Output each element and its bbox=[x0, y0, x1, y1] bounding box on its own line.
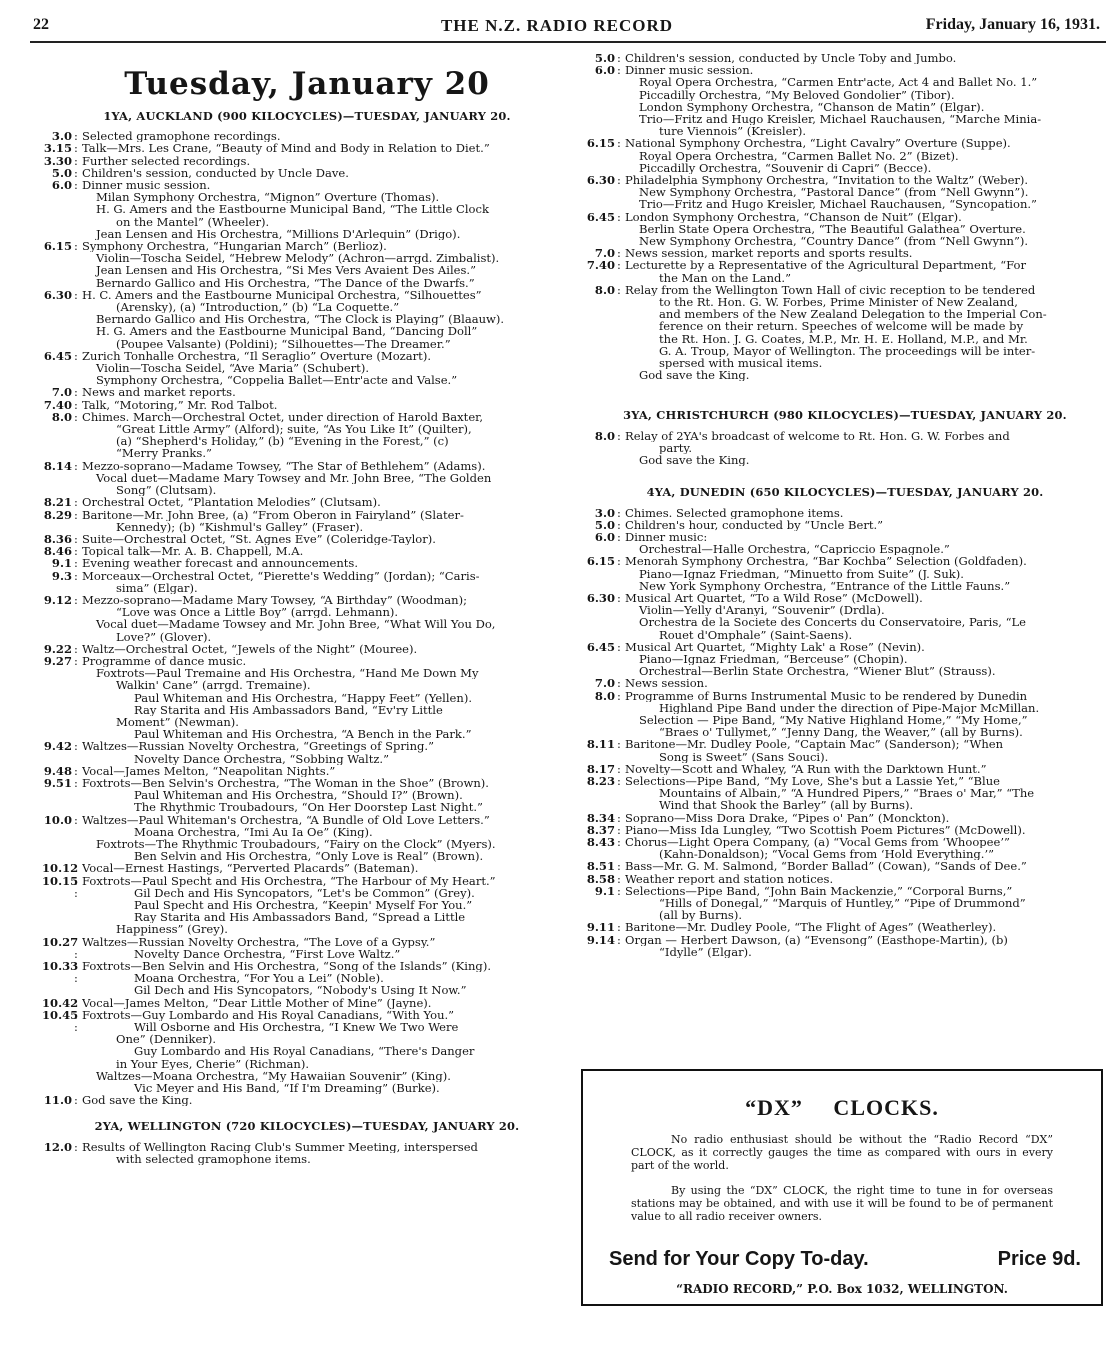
right-column bbox=[585, 52, 1105, 958]
header-rule bbox=[30, 41, 1106, 43]
programme-time: 9.27 : bbox=[42, 655, 72, 667]
programme-line: “Braes o' Tullymet,” “Jenny Dang, the Weaver,” (all by Burns). bbox=[659, 726, 1023, 739]
programme-line: Piano—Miss Ida Lungley, “Two Scottish Poem Pictures” (McDowell). bbox=[625, 823, 1026, 836]
programme-line: (a) “Shepherd's Holiday,” (b) “Evening in the Forest,” (c) bbox=[116, 435, 449, 448]
programme-entry bbox=[42, 997, 572, 1009]
programme-line: Selected gramophone recordings. bbox=[82, 130, 281, 143]
programme-entry bbox=[42, 240, 572, 289]
page-number: 22 bbox=[33, 16, 49, 33]
programme-entry bbox=[42, 960, 572, 997]
programme-entry bbox=[585, 284, 1105, 382]
programme-entry bbox=[585, 738, 1105, 762]
page-header bbox=[0, 0, 1114, 46]
programme-line: the Rt. Hon. J. G. Coates, M.P., Mr. H. E. Holland, M.P., and Mr. bbox=[659, 332, 1028, 345]
programme-entry bbox=[585, 519, 1105, 531]
ad-call-to-action bbox=[609, 1248, 1081, 1271]
programme-line: The Rhythmic Troubadours, “On Her Doorstep Last Night.” bbox=[134, 801, 483, 814]
programme-time: 6.0 : bbox=[585, 531, 615, 543]
programme-line: H. C. Amers and the Eastbourne Municipal Orchestra, “Silhouettes” bbox=[82, 288, 482, 302]
programme-time: 6.45 : bbox=[585, 641, 615, 653]
programme-entry bbox=[42, 496, 572, 508]
programme-entry bbox=[585, 812, 1105, 824]
programme-line: One” (Denniker). bbox=[116, 1033, 216, 1046]
programme-line: Philadelphia Symphony Orchestra, “Invitation to the Waltz” (Weber). bbox=[625, 174, 1029, 187]
programme-line: Dinner music session. bbox=[82, 179, 211, 192]
programme-line: London Symphony Orchestra, “Chanson de Nuit” (Elgar). bbox=[625, 210, 962, 223]
programme-time: 6.15 : bbox=[585, 555, 615, 567]
programme-line: Royal Opera Orchestra, “Carmen Entr'acte, Act 4 and Ballet No. 1.” bbox=[639, 76, 1038, 89]
programme-time: 3.30 : bbox=[42, 155, 72, 167]
programme-time: 9.11 : bbox=[585, 921, 615, 933]
programme-line: God save the King. bbox=[639, 369, 750, 382]
programme-line: Orchestra de la Societe des Concerts du Conservatoire, Paris, “Le bbox=[639, 616, 1027, 629]
programme-line: Further selected recordings. bbox=[82, 154, 251, 167]
programme-line: Vocal—James Melton, “Neapolitan Nights.” bbox=[82, 764, 336, 777]
programme-line: “Idylle” (Elgar). bbox=[659, 945, 752, 959]
programme-line: News and market reports. bbox=[82, 386, 236, 399]
programme-entry bbox=[42, 460, 572, 497]
programme-line: Ray Starita and His Ambassadors Band, “Ev'ry Little bbox=[134, 703, 443, 716]
programme-line: Vic Meyer and His Band, “If I'm Dreaming” (Burke). bbox=[134, 1082, 440, 1095]
ad-paragraph-1: No radio enthusiast should be without the “Radio Record “DX” CLOCK, as it correctly gauges the time as compared with ours in every part of the world. bbox=[631, 1133, 1053, 1172]
programme-line: Waltzes—Russian Novelty Orchestra, “The Love of a Gypsy.” bbox=[82, 935, 436, 948]
programme-time: 9.22 : bbox=[42, 643, 72, 655]
programme-entry bbox=[42, 399, 572, 411]
programme-line: Mezzo-soprano—Madame Mary Towsey, “A Birthday” (Woodman); bbox=[82, 593, 467, 607]
programme-entry bbox=[42, 655, 572, 740]
programme-line: Gil Dech and His Syncopators, “Nobody's Using It Now.” bbox=[134, 984, 467, 997]
programme-line: Love?” (Glover). bbox=[116, 630, 212, 643]
programme-line: Happiness” (Grey). bbox=[116, 923, 228, 936]
programme-line: Paul Whiteman and His Orchestra, “Should I?” (Brown). bbox=[134, 789, 463, 802]
programme-line: Musical Art Quartet, “To a Wild Rose” (McDowell). bbox=[625, 591, 923, 605]
programme-line: Violin—Toscha Seidel, “Ave Maria” (Schubert). bbox=[96, 362, 369, 375]
programme-line: Novelty Dance Orchestra, “First Love Waltz.” bbox=[134, 947, 401, 961]
programme-line: Evening weather forecast and announcements. bbox=[82, 557, 359, 570]
programme-entry bbox=[42, 130, 572, 142]
programme-line: in Your Eyes, Cherie” (Richman). bbox=[116, 1057, 310, 1070]
programme-line: Vocal duet—Madame Towsey and Mr. John Bree, “What Will You Do, bbox=[96, 618, 496, 631]
programme-time: 6.0 : bbox=[42, 179, 72, 191]
programme-entry bbox=[42, 814, 572, 863]
programme-line: Foxtrots—The Rhythmic Troubadours, “Fairy on the Clock” (Myers). bbox=[96, 837, 496, 851]
programme-line: Programme of Burns Instrumental Music to be rendered by Dunedin bbox=[625, 689, 1028, 702]
programme-time: 8.0 : bbox=[585, 430, 615, 442]
programme-entry bbox=[585, 836, 1105, 860]
programme-line: sima” (Elgar). bbox=[116, 581, 198, 594]
programme-line: Guy Lombardo and His Royal Canadians, “There's Danger bbox=[134, 1045, 475, 1058]
programme-line: Vocal—James Melton, “Dear Little Mother of Mine” (Jayne). bbox=[82, 996, 432, 1009]
programme-time: 8.23 : bbox=[585, 775, 615, 787]
programme-entry bbox=[585, 873, 1105, 885]
programme-entry bbox=[42, 155, 572, 167]
programme-line: Baritone—Mr. Dudley Poole, “The Flight of Ages” (Weatherley). bbox=[625, 921, 997, 934]
programme-entry bbox=[585, 259, 1105, 283]
programme-line: Vocal—Ernest Hastings, “Perverted Placards” (Bateman). bbox=[82, 862, 419, 875]
programme-entry bbox=[585, 860, 1105, 872]
programme-line: Weather report and station notices. bbox=[625, 872, 834, 885]
programme-line: God save the King. bbox=[82, 1094, 193, 1107]
programme-list-2ya-part2 bbox=[585, 52, 1105, 381]
programme-line: (all by Burns). bbox=[659, 909, 743, 922]
programme-entry bbox=[42, 1141, 572, 1165]
programme-time: 6.0 : bbox=[585, 64, 615, 76]
programme-time: 3.15 : bbox=[42, 142, 72, 154]
programme-line: Symphony Orchestra, “Hungarian March” (Berlioz). bbox=[82, 240, 387, 253]
programme-entry bbox=[42, 509, 572, 533]
page-title: Tuesday, January 20 bbox=[124, 66, 490, 102]
programme-line: Royal Opera Orchestra, “Carmen Ballet No. 2” (Bizet). bbox=[639, 149, 959, 162]
programme-entry bbox=[585, 52, 1105, 64]
programme-line: Violin—Yelly d'Aranyi, “Souvenir” (Drdla). bbox=[639, 604, 885, 617]
programme-line: Orchestral—Halle Orchestra, “Capriccio Espagnole.” bbox=[639, 543, 950, 556]
programme-line: “Merry Pranks.” bbox=[116, 447, 212, 460]
programme-line: spersed with musical items. bbox=[659, 357, 823, 370]
programme-time: 6.30 : bbox=[42, 289, 72, 301]
programme-line: Baritone—Mr. Dudley Poole, “Captain Mac” (Sanderson); “When bbox=[625, 738, 1004, 751]
programme-line: Foxtrots—Guy Lombardo and His Royal Canadians, “With You.” bbox=[82, 1008, 455, 1022]
programme-line: Lecturette by a Representative of the Agricultural Department, “For bbox=[625, 259, 1027, 272]
programme-entry bbox=[585, 592, 1105, 641]
programme-line: party. bbox=[659, 441, 693, 455]
programme-line: Children's session, conducted by Uncle Toby and Jumbo. bbox=[625, 52, 957, 65]
programme-line: Talk—Mrs. Les Crane, “Beauty of Mind and Body in Relation to Diet.” bbox=[82, 142, 490, 155]
programme-line: Piano—Ignaz Friedman, “Berceuse” (Chopin). bbox=[639, 652, 908, 666]
programme-time: 10.15 : bbox=[42, 875, 72, 887]
programme-line: Foxtrots—Paul Specht and His Orchestra, “The Harbour of My Heart.” bbox=[82, 874, 496, 887]
programme-line: Kennedy); (b) “Kishmul's Galley” (Fraser). bbox=[116, 520, 364, 533]
programme-line: Paul Whiteman and His Orchestra, “A Bench in the Park.” bbox=[134, 728, 472, 741]
programme-entry bbox=[585, 824, 1105, 836]
programme-list-4ya bbox=[585, 507, 1105, 959]
programme-time: 9.14 : bbox=[585, 934, 615, 946]
programme-time: 8.17 : bbox=[585, 763, 615, 775]
programme-entry bbox=[42, 594, 572, 643]
programme-line: New York Symphony Orchestra, “Entrance of the Little Fauns.” bbox=[639, 579, 1011, 592]
programme-time: 8.58 : bbox=[585, 873, 615, 885]
section-heading-2ya: 2YA, WELLINGTON (720 KILOCYCLES)—TUESDAY, JANUARY 20. bbox=[94, 1119, 520, 1134]
programme-line: Morceaux—Orchestral Octet, “Pierette's Wedding” (Jordan); “Caris- bbox=[82, 569, 480, 582]
programme-entry bbox=[42, 545, 572, 557]
programme-entry bbox=[42, 350, 572, 387]
programme-entry bbox=[585, 641, 1105, 678]
programme-entry bbox=[42, 386, 572, 398]
programme-line: Gil Dech and His Syncopators, “Let's be Common” (Grey). bbox=[134, 886, 475, 899]
programme-time: 9.51 : bbox=[42, 777, 72, 789]
programme-entry bbox=[585, 763, 1105, 775]
programme-line: Chimes. Selected gramophone items. bbox=[625, 506, 844, 519]
programme-line: Moana Orchestra, “For You a Lei” (Noble). bbox=[134, 972, 384, 985]
programme-time: 8.0 : bbox=[585, 284, 615, 296]
programme-line: Foxtrots—Ben Selvin and His Orchestra, “Song of the Islands” (King). bbox=[82, 960, 491, 973]
programme-time: 10.12 : bbox=[42, 862, 72, 874]
programme-line: Orchestral—Berlin State Orchestra, “Wiener Blut” (Strauss). bbox=[639, 665, 996, 678]
programme-line: Wind that Shook the Barley” (all by Burns). bbox=[659, 799, 914, 812]
programme-entry bbox=[42, 936, 572, 960]
programme-line: Children's session, conducted by Uncle Dave. bbox=[82, 166, 349, 180]
programme-line: Orchestral Octet, “Plantation Melodies” (Clutsam). bbox=[82, 496, 381, 509]
programme-list-3ya bbox=[585, 430, 1105, 467]
programme-line: Song” (Clutsam). bbox=[116, 484, 217, 497]
section-heading-1ya: 1YA, AUCKLAND (900 KILOCYCLES)—TUESDAY, JANUARY 20. bbox=[103, 109, 511, 123]
programme-entry bbox=[42, 1094, 572, 1106]
programme-line: Moana Orchestra, “Imi Au Ia Oe” (King). bbox=[134, 825, 373, 838]
programme-entry bbox=[42, 1009, 572, 1094]
programme-line: Results of Wellington Racing Club's Summer Meeting, interspersed bbox=[82, 1140, 478, 1153]
programme-list-2ya-part1 bbox=[42, 1141, 572, 1165]
programme-entry bbox=[585, 64, 1105, 137]
programme-entry bbox=[585, 934, 1105, 958]
programme-entry bbox=[585, 247, 1105, 259]
programme-time: 7.40 : bbox=[585, 259, 615, 271]
programme-line: Piccadilly Orchestra, “My Beloved Gondolier” (Tibor). bbox=[639, 88, 955, 101]
programme-line: News session, market reports and sports results. bbox=[625, 247, 913, 260]
programme-line: Relay of 2YA's broadcast of welcome to Rt. Hon. G. W. Forbes and bbox=[625, 429, 1010, 442]
programme-line: Chorus—Light Opera Company, (a) “Vocal Gems from ‘Whoopee’” bbox=[625, 835, 1010, 849]
programme-line: ture Viennois” (Kreisler). bbox=[659, 125, 807, 138]
publication-title: THE N.Z. RADIO RECORD bbox=[440, 16, 674, 35]
programme-entry bbox=[42, 167, 572, 179]
programme-line: Soprano—Miss Dora Drake, “Pipes o' Pan” (Monckton). bbox=[625, 811, 950, 824]
programme-entry bbox=[585, 430, 1105, 467]
programme-time: 8.36 : bbox=[42, 533, 72, 545]
programme-line: Organ — Herbert Dawson, (a) “Evensong” (Easthope-Martin), (b) bbox=[625, 933, 1008, 946]
programme-entry bbox=[42, 142, 572, 154]
left-column bbox=[42, 48, 572, 1165]
programme-line: Musical Art Quartet, “Mighty Lak' a Rose” (Nevin). bbox=[625, 640, 925, 653]
programme-line: on the Mantel” (Wheeler). bbox=[116, 215, 270, 228]
programme-entry bbox=[585, 507, 1105, 519]
programme-line: Ray Starita and His Ambassadors Band, “Spread a Little bbox=[134, 911, 466, 924]
programme-line: Trio—Fritz and Hugo Kreisler, Michael Rauchausen, “Marche Minia- bbox=[639, 113, 1042, 126]
programme-line: Highland Pipe Band under the direction of Pipe-Major McMillan. bbox=[659, 701, 1040, 714]
programme-entry bbox=[42, 875, 572, 936]
programme-time: 8.21 : bbox=[42, 496, 72, 508]
programme-line: Bernardo Gallico and His Orchestra, “The Dance of the Dwarfs.” bbox=[96, 276, 475, 289]
section-heading-3ya: 3YA, CHRISTCHURCH (980 KILOCYCLES)—TUESDAY, JANUARY 20. bbox=[623, 408, 1067, 423]
programme-line: and members of the New Zealand Delegation to the Imperial Con- bbox=[659, 308, 1047, 321]
programme-time: 6.30 : bbox=[585, 592, 615, 604]
programme-time: 10.42 : bbox=[42, 997, 72, 1009]
programme-time: 9.1 : bbox=[42, 557, 72, 569]
programme-line: “Love was Once a Little Boy” (arrgd. Lehmann). bbox=[116, 606, 399, 619]
programme-line: Bernardo Gallico and His Orchestra, “The Clock is Playing” (Blaauw). bbox=[96, 313, 505, 326]
programme-time: 6.30 : bbox=[585, 174, 615, 186]
programme-time: 6.15 : bbox=[585, 137, 615, 149]
programme-entry bbox=[585, 921, 1105, 933]
programme-line: National Symphony Orchestra, “Light Cavalry” Overture (Suppe). bbox=[625, 137, 1011, 150]
programme-line: Song is Sweet” (Sans Souci). bbox=[659, 750, 829, 763]
programme-line: Mountains of Albain,” “A Hundred Pipers,” “Braes o' Mar,” “The bbox=[659, 787, 1035, 800]
programme-entry bbox=[42, 765, 572, 777]
programme-line: Violin—Toscha Seidel, “Hebrew Melody” (Achron—arrgd. Zimbalist). bbox=[96, 252, 500, 265]
ad-price: Price 9d. bbox=[997, 1248, 1081, 1270]
programme-line: Waltzes—Russian Novelty Orchestra, “Greetings of Spring.” bbox=[82, 740, 434, 753]
programme-line: Talk, “Motoring,” Mr. Rod Talbot. bbox=[82, 398, 278, 411]
programme-line: Selections—Pipe Band, “My Love, She's but a Lassie Yet,” “Blue bbox=[625, 774, 1000, 788]
programme-time: 5.0 : bbox=[585, 52, 615, 64]
programme-list-1ya bbox=[42, 130, 572, 1106]
programme-line: New Symphony Orchestra, “Country Dance” (from “Nell Gwynn”). bbox=[639, 235, 1029, 248]
programme-time: 10.33 : bbox=[42, 960, 72, 972]
programme-entry bbox=[585, 885, 1105, 922]
programme-time: 10.27 : bbox=[42, 936, 72, 948]
programme-entry bbox=[585, 174, 1105, 211]
programme-line: (Arensky), (a) “Introduction,” (b) “La Coquette.” bbox=[116, 301, 400, 314]
programme-entry bbox=[585, 531, 1105, 555]
programme-line: Rouet d'Omphale” (Saint-Saens). bbox=[659, 628, 853, 641]
programme-line: Dinner music: bbox=[625, 530, 708, 544]
programme-line: Berlin State Opera Orchestra, “The Beautiful Galathea” Overture. bbox=[639, 222, 1026, 236]
programme-time: 6.45 : bbox=[42, 350, 72, 362]
programme-line: Jean Lensen and His Orchestra, “Si Mes Vers Avaient Des Ailes.” bbox=[96, 264, 476, 277]
programme-line: Paul Specht and His Orchestra, “Keepin' Myself For You.” bbox=[134, 899, 473, 912]
programme-entry bbox=[585, 555, 1105, 592]
programme-line: Children's hour, conducted by “Uncle Bert.” bbox=[625, 518, 884, 531]
ad-send-text: Send for Your Copy To-day. bbox=[609, 1248, 869, 1270]
programme-line: Milan Symphony Orchestra, “Mignon” Overture (Thomas). bbox=[96, 191, 440, 204]
programme-time: 8.11 : bbox=[585, 738, 615, 750]
programme-line: Trio—Fritz and Hugo Kreisler, Michael Rauchausen, “Syncopation.” bbox=[639, 198, 1037, 211]
programme-time: 5.0 : bbox=[585, 519, 615, 531]
ad-paragraph-2: By using the “DX” CLOCK, the right time to tune in for overseas stations may be obtained, and with use it will be found to be of permanent value to all radio receiver owners. bbox=[631, 1184, 1053, 1223]
programme-line: the Man on the Land.” bbox=[659, 271, 791, 284]
programme-time: 8.34 : bbox=[585, 812, 615, 824]
programme-line: God save the King. bbox=[639, 454, 750, 467]
programme-line: Will Osborne and His Orchestra, “I Knew We Two Were bbox=[134, 1021, 459, 1034]
programme-entry bbox=[585, 677, 1105, 689]
programme-line: Symphony Orchestra, “Coppelia Ballet—Entr'acte and Valse.” bbox=[96, 374, 458, 387]
programme-time: 7.40 : bbox=[42, 399, 72, 411]
programme-line: Jean Lensen and His Orchestra, “Millions D'Arlequin” (Drigo). bbox=[96, 227, 461, 241]
programme-line: New Symphony Orchestra, “Pastoral Dance” (from “Nell Gwynn”). bbox=[639, 186, 1029, 199]
programme-line: Walkin' Cane” (arrgd. Tremaine). bbox=[116, 679, 311, 692]
programme-time: 10.0 : bbox=[42, 814, 72, 826]
programme-time: 8.0 : bbox=[585, 690, 615, 702]
programme-line: Mezzo-soprano—Madame Towsey, “The Star of Bethlehem” (Adams). bbox=[82, 459, 486, 472]
programme-line: Piano—Ignaz Friedman, “Minuetto from Suite” (J. Suk). bbox=[639, 567, 964, 580]
programme-entry bbox=[42, 740, 572, 764]
programme-line: Vocal duet—Madame Mary Towsey and Mr. John Bree, “The Golden bbox=[96, 471, 492, 485]
programme-line: Bass—Mr. G. M. Salmond, “Border Ballad” (Cowan), “Sands of Dee.” bbox=[625, 860, 1027, 873]
programme-line: Dinner music session. bbox=[625, 64, 754, 77]
programme-time: 9.12 : bbox=[42, 594, 72, 606]
programme-time: 10.45 : bbox=[42, 1009, 72, 1021]
programme-time: 12.0 : bbox=[42, 1141, 72, 1153]
programme-time: 9.48 : bbox=[42, 765, 72, 777]
ad-address: “RADIO RECORD,” P.O. Box 1032, WELLINGTON. bbox=[676, 1282, 1008, 1296]
programme-line: H. G. Amers and the Eastbourne Municipal Band, “Dancing Doll” bbox=[96, 325, 478, 338]
programme-line: Waltzes—Paul Whiteman's Orchestra, “A Bundle of Old Love Letters.” bbox=[82, 813, 490, 826]
programme-line: Selections—Pipe Band, “John Bain Mackenzie,” “Corporal Burns,” bbox=[625, 884, 1013, 897]
programme-line: Paul Whiteman and His Orchestra, “Happy Feet” (Yellen). bbox=[134, 691, 473, 704]
programme-line: Selection — Pipe Band, “My Native Highland Home,” “My Home,” bbox=[639, 713, 1028, 727]
issue-date: Friday, January 16, 1931. bbox=[925, 16, 1100, 33]
programme-entry bbox=[42, 289, 572, 350]
programme-time: 3.0 : bbox=[585, 507, 615, 519]
programme-line: H. G. Amers and the Eastbourne Municipal Band, “The Little Clock bbox=[96, 203, 489, 216]
dx-clocks-advertisement bbox=[581, 1069, 1103, 1306]
programme-time: 8.14 : bbox=[42, 460, 72, 472]
programme-time: 7.0 : bbox=[585, 247, 615, 259]
programme-time: 9.1 : bbox=[585, 885, 615, 897]
programme-line: Piccadilly Orchestra, “Souvenir di Capri” (Becce). bbox=[639, 161, 932, 175]
programme-time: 6.45 : bbox=[585, 211, 615, 223]
programme-time: 3.0 : bbox=[42, 130, 72, 142]
programme-line: Baritone—Mr. John Bree, (a) “From Oberon in Fairyland” (Slater- bbox=[82, 508, 464, 521]
programme-line: Waltzes—Moana Orchestra, “My Hawaiian Souvenir” (King). bbox=[96, 1069, 451, 1083]
programme-entry bbox=[42, 533, 572, 545]
ad-title: “DX” CLOCKS. bbox=[745, 1095, 939, 1120]
programme-line: with selected gramophone items. bbox=[116, 1152, 311, 1166]
programme-line: Ben Selvin and His Orchestra, “Only Love is Real” (Brown). bbox=[134, 850, 484, 863]
programme-line: Programme of dance music. bbox=[82, 654, 247, 668]
programme-time: 8.29 : bbox=[42, 509, 72, 521]
programme-time: 11.0 : bbox=[42, 1094, 72, 1106]
programme-entry bbox=[42, 643, 572, 655]
programme-line: Relay from the Wellington Town Hall of civic reception to be tendered bbox=[625, 283, 1036, 297]
programme-line: Foxtrots—Ben Selvin's Orchestra, “The Woman in the Shoe” (Brown). bbox=[82, 776, 489, 790]
programme-entry bbox=[42, 557, 572, 569]
programme-entry bbox=[42, 777, 572, 814]
programme-line: London Symphony Orchestra, “Chanson de Matin” (Elgar). bbox=[639, 100, 985, 114]
programme-time: 8.43 : bbox=[585, 836, 615, 848]
programme-entry bbox=[585, 775, 1105, 812]
programme-line: (Kahn-Donaldson); “Vocal Gems from ‘Hold Everything.’” bbox=[659, 848, 995, 861]
section-heading-4ya: 4YA, DUNEDIN (650 KILOCYCLES)—TUESDAY, JANUARY 20. bbox=[646, 485, 1044, 500]
programme-line: ference on their return. Speeches of welcome will be made by bbox=[659, 320, 1024, 333]
programme-entry bbox=[42, 862, 572, 874]
programme-entry bbox=[585, 690, 1105, 739]
programme-line: Waltz—Orchestral Octet, “Jewels of the Night” (Mouree). bbox=[82, 642, 418, 655]
programme-line: News session. bbox=[625, 677, 708, 690]
programme-line: to the Rt. Hon. G. W. Forbes, Prime Minister of New Zealand, bbox=[659, 296, 1018, 309]
programme-line: Moment” (Newman). bbox=[116, 715, 239, 729]
programme-entry bbox=[585, 137, 1105, 174]
programme-line: “Hills of Donegal,” “Marquis of Huntley,” “Pipe of Drummond” bbox=[659, 897, 1026, 910]
programme-time: 5.0 : bbox=[42, 167, 72, 179]
programme-time: 7.0 : bbox=[585, 677, 615, 689]
programme-line: Menorah Symphony Orchestra, “Bar Kochba” Selection (Goldfaden). bbox=[625, 555, 1027, 568]
programme-line: Chimes. March—Orchestral Octet, under direction of Harold Baxter, bbox=[82, 410, 484, 424]
programme-time: 9.3 : bbox=[42, 570, 72, 582]
programme-time: 8.37 : bbox=[585, 824, 615, 836]
programme-time: 9.42 : bbox=[42, 740, 72, 752]
programme-line: Topical talk—Mr. A. B. Chappell, M.A. bbox=[82, 545, 304, 558]
programme-line: (Poupee Valsante) (Poldini); “Silhouettes—The Dreamer.” bbox=[116, 337, 451, 350]
programme-line: Novelty—Scott and Whaley, “A Run with the Darktown Hunt.” bbox=[625, 762, 987, 775]
programme-time: 7.0 : bbox=[42, 386, 72, 398]
programme-entry bbox=[42, 570, 572, 594]
programme-entry bbox=[42, 411, 572, 460]
programme-entry bbox=[42, 179, 572, 240]
programme-entry bbox=[585, 211, 1105, 248]
programme-line: G. A. Troup, Mayor of Wellington. The proceedings will be inter- bbox=[659, 344, 1036, 358]
programme-line: Zurich Tonhalle Orchestra, “Il Seraglio” Overture (Mozart). bbox=[82, 349, 431, 363]
programme-line: “Great Little Army” (Alford); suite, “As You Like It” (Quilter), bbox=[116, 423, 472, 436]
programme-time: 8.46 : bbox=[42, 545, 72, 557]
programme-line: Novelty Dance Orchestra, “Sobbing Waltz.” bbox=[134, 752, 390, 765]
programme-line: Suite—Orchestral Octet, “St. Agnes Eve” (Coleridge-Taylor). bbox=[82, 532, 436, 546]
programme-line: Foxtrots—Paul Tremaine and His Orchestra, “Hand Me Down My bbox=[96, 667, 479, 680]
programme-time: 8.0 : bbox=[42, 411, 72, 423]
programme-time: 8.51 : bbox=[585, 860, 615, 872]
programme-time: 6.15 : bbox=[42, 240, 72, 252]
